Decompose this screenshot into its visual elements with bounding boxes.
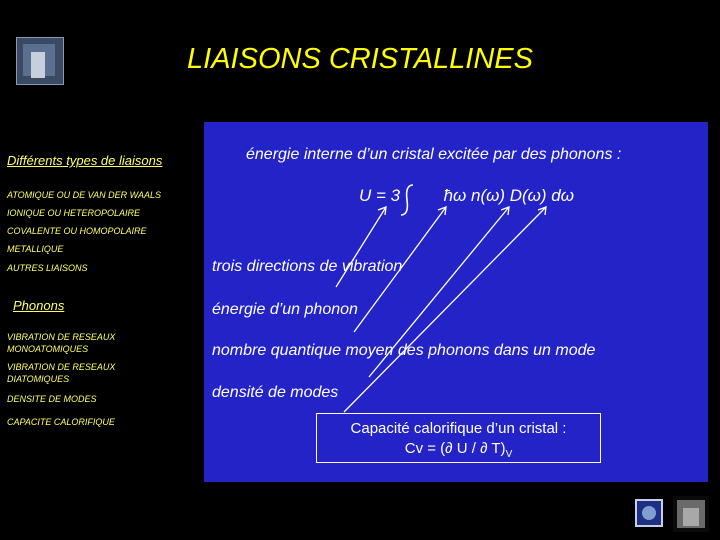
sidebar-heading-liaisons[interactable]: Différents types de liaisons <box>7 153 163 168</box>
slide-title: LIAISONS CRISTALLINES <box>187 43 533 75</box>
sidebar-item-line: DIATOMIQUES <box>7 374 70 384</box>
label-densite-modes: densité de modes <box>212 384 339 401</box>
globe-nav-icon[interactable] <box>635 499 663 527</box>
sidebar-item-metallique[interactable]: METALLIQUE <box>7 244 64 254</box>
sidebar-item-capacite[interactable]: CAPACITE CALORIFIQUE <box>7 417 115 427</box>
sidebar-item-autres[interactable]: AUTRES LIAISONS <box>7 263 88 273</box>
heat-capacity-title: Capacité calorifique d’un cristal : <box>350 420 567 437</box>
sidebar-item-line: VIBRATION DE RESEAUX <box>7 362 116 372</box>
sidebar-item-vibration-mono[interactable] <box>7 331 115 355</box>
formula-lhs: U = 3 <box>359 186 401 205</box>
heat-capacity-box <box>316 413 601 463</box>
sidebar-heading-phonons[interactable]: Phonons <box>13 298 65 313</box>
sidebar-item-densite[interactable]: DENSITE DE MODES <box>7 394 97 404</box>
sidebar-item-atomique[interactable]: ATOMIQUE OU DE VAN DER WAALS <box>7 190 162 200</box>
panel-heading: énergie interne d’un cristal excitée par des phonons : <box>246 146 622 163</box>
photo-nav-icon[interactable] <box>673 496 709 532</box>
content-panel <box>204 122 708 482</box>
sidebar-item-line: MONOATOMIQUES <box>7 344 89 354</box>
sidebar-item-covalente[interactable]: COVALENTE OU HOMOPOLAIRE <box>7 226 147 236</box>
label-nombre-quantique: nombre quantique moyen des phonons dans un mode <box>212 342 596 359</box>
sidebar-item-line: VIBRATION DE RESEAUX <box>7 332 116 342</box>
label-trois-directions: trois directions de vibration <box>212 258 403 275</box>
label-energie-phonon: énergie d’un phonon <box>212 301 358 318</box>
sidebar-item-ionique[interactable]: IONIQUE OU HETEROPOLAIRE <box>7 208 141 218</box>
sidebar-item-vibration-di[interactable] <box>7 361 115 385</box>
formula-rhs: ħω n(ω) D(ω) dω <box>443 186 574 205</box>
heat-capacity-formula: Cv = (∂ U / ∂ $T)_V$ <box>404 440 513 460</box>
